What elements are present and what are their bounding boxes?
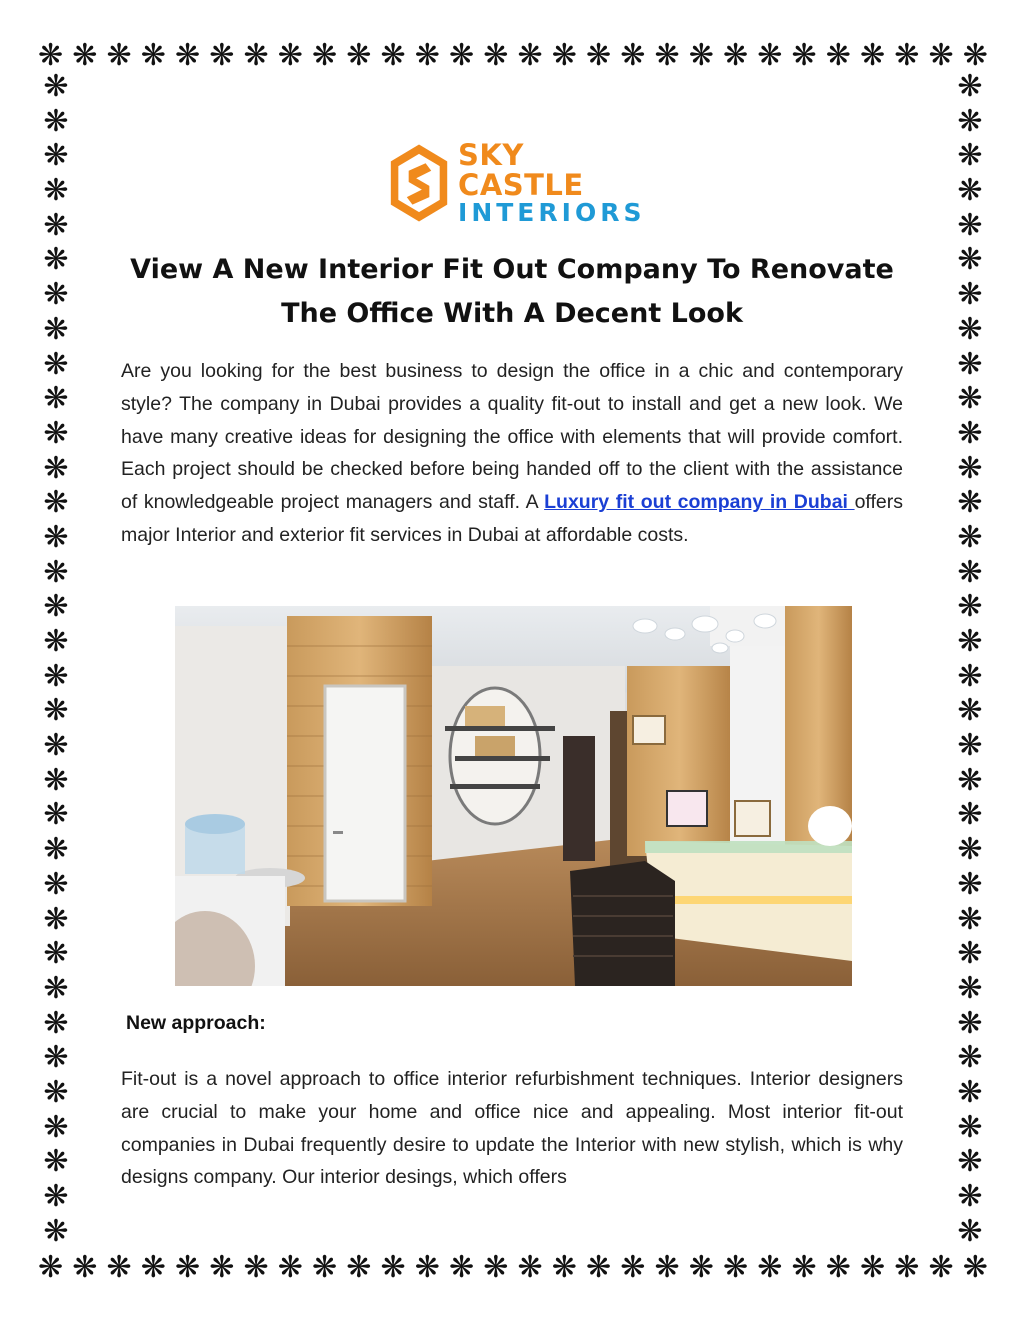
border-flower-icon: ❋ <box>72 38 98 73</box>
border-flower-icon: ❋ <box>957 1109 983 1145</box>
border-flower-icon: ❋ <box>43 1179 69 1214</box>
border-flower-icon: ❋ <box>43 1005 69 1041</box>
border-flower-icon: ❋ <box>957 1040 983 1076</box>
border-flower-icon: ❋ <box>175 1250 201 1285</box>
border-flower-icon: ❋ <box>312 1250 338 1285</box>
border-flower-icon: ❋ <box>957 1074 983 1110</box>
border-flower-icon: ❋ <box>43 1109 69 1145</box>
border-flower-icon: ❋ <box>43 1074 69 1110</box>
logo-line-interiors: INTERIORS <box>458 198 646 227</box>
border-left <box>38 69 74 1249</box>
border-flower-icon: ❋ <box>957 693 983 729</box>
border-flower-icon: ❋ <box>551 38 577 73</box>
border-flower-icon: ❋ <box>957 1179 983 1214</box>
border-flower-icon: ❋ <box>140 38 166 73</box>
border-flower-icon: ❋ <box>43 381 69 417</box>
border-flower-icon: ❋ <box>957 762 983 798</box>
border-flower-icon: ❋ <box>346 1250 372 1285</box>
border-flower-icon: ❋ <box>957 69 983 104</box>
border-flower-icon: ❋ <box>43 346 69 382</box>
border-flower-icon: ❋ <box>894 1250 920 1285</box>
border-flower-icon: ❋ <box>723 38 749 73</box>
border-flower-icon: ❋ <box>586 38 612 73</box>
border-flower-icon: ❋ <box>551 1250 577 1285</box>
border-flower-icon: ❋ <box>209 38 235 73</box>
border-flower-icon: ❋ <box>38 1250 64 1285</box>
border-flower-icon: ❋ <box>957 832 983 868</box>
border-flower-icon: ❋ <box>654 1250 680 1285</box>
border-flower-icon: ❋ <box>957 277 983 313</box>
border-flower-icon: ❋ <box>106 1250 132 1285</box>
border-flower-icon: ❋ <box>957 936 983 972</box>
border-flower-icon: ❋ <box>517 1250 543 1285</box>
border-flower-icon: ❋ <box>957 1213 983 1249</box>
border-flower-icon: ❋ <box>43 866 69 902</box>
border-flower-icon: ❋ <box>757 1250 783 1285</box>
border-flower-icon: ❋ <box>43 103 69 139</box>
border-flower-icon: ❋ <box>312 38 338 73</box>
border-flower-icon: ❋ <box>380 38 406 73</box>
border-flower-icon: ❋ <box>43 554 69 590</box>
border-flower-icon: ❋ <box>43 138 69 174</box>
border-flower-icon: ❋ <box>957 728 983 764</box>
border-flower-icon: ❋ <box>957 381 983 417</box>
border-flower-icon: ❋ <box>209 1250 235 1285</box>
border-flower-icon: ❋ <box>106 38 132 73</box>
border-flower-icon: ❋ <box>957 797 983 833</box>
border-flower-icon: ❋ <box>43 1040 69 1076</box>
border-flower-icon: ❋ <box>43 589 69 625</box>
border-flower-icon: ❋ <box>957 970 983 1006</box>
border-flower-icon: ❋ <box>957 173 983 209</box>
new-approach-heading: New approach: <box>126 1012 266 1034</box>
border-flower-icon: ❋ <box>860 1250 886 1285</box>
border-flower-icon: ❋ <box>620 38 646 73</box>
border-flower-icon: ❋ <box>894 38 920 73</box>
border-right <box>952 69 988 1249</box>
border-flower-icon: ❋ <box>43 832 69 868</box>
new-approach-paragraph: Fit-out is a novel approach to office interior refurbishment techniques. Interior designers are crucial to make your home and office nice and appealing. Most interior fit-out companies in Dubai frequently desire to update the Interior with new stylish, which is why designs company. Our interior desings, which offers <box>121 1068 903 1189</box>
border-flower-icon: ❋ <box>688 38 714 73</box>
border-flower-icon: ❋ <box>957 311 983 347</box>
border-flower-icon: ❋ <box>43 658 69 694</box>
border-flower-icon: ❋ <box>957 346 983 382</box>
border-flower-icon: ❋ <box>957 624 983 659</box>
border-flower-icon: ❋ <box>414 1250 440 1285</box>
office-reception-photo <box>175 606 852 986</box>
border-flower-icon: ❋ <box>957 589 983 625</box>
border-flower-icon: ❋ <box>962 38 988 73</box>
border-flower-icon: ❋ <box>43 901 69 937</box>
page-title: View A New Interior Fit Out Company To Renovate The Office With A Decent Look <box>130 254 894 329</box>
border-bottom <box>38 1250 988 1286</box>
border-flower-icon: ❋ <box>825 1250 851 1285</box>
border-flower-icon: ❋ <box>957 415 983 451</box>
border-flower-icon: ❋ <box>43 242 69 278</box>
border-flower-icon: ❋ <box>586 1250 612 1285</box>
intro-paragraph <box>121 355 903 552</box>
border-flower-icon: ❋ <box>43 797 69 833</box>
border-flower-icon: ❋ <box>957 450 983 486</box>
border-flower-icon: ❋ <box>825 38 851 73</box>
logo-line-sky-castle: SKY CASTLE <box>458 138 584 202</box>
border-flower-icon: ❋ <box>43 277 69 313</box>
border-flower-icon: ❋ <box>654 38 680 73</box>
border-flower-icon: ❋ <box>688 1250 714 1285</box>
border-flower-icon: ❋ <box>928 38 954 73</box>
border-flower-icon: ❋ <box>957 242 983 278</box>
border-flower-icon: ❋ <box>860 38 886 73</box>
border-flower-icon: ❋ <box>43 970 69 1006</box>
border-flower-icon: ❋ <box>43 936 69 972</box>
border-flower-icon: ❋ <box>43 624 69 659</box>
border-flower-icon: ❋ <box>243 1250 269 1285</box>
border-flower-icon: ❋ <box>957 103 983 139</box>
border-flower-icon: ❋ <box>449 38 475 73</box>
border-flower-icon: ❋ <box>140 1250 166 1285</box>
border-flower-icon: ❋ <box>43 173 69 209</box>
border-flower-icon: ❋ <box>620 1250 646 1285</box>
border-flower-icon: ❋ <box>43 693 69 729</box>
border-flower-icon: ❋ <box>43 415 69 451</box>
border-flower-icon: ❋ <box>43 311 69 347</box>
luxury-fit-out-link[interactable]: Luxury fit out company in Dubai <box>544 491 855 514</box>
border-flower-icon: ❋ <box>277 38 303 73</box>
company-logo <box>388 140 648 226</box>
border-flower-icon: ❋ <box>957 554 983 590</box>
border-flower-icon: ❋ <box>380 1250 406 1285</box>
border-flower-icon: ❋ <box>957 138 983 174</box>
border-flower-icon: ❋ <box>43 728 69 764</box>
border-flower-icon: ❋ <box>43 1144 69 1180</box>
border-flower-icon: ❋ <box>957 866 983 902</box>
border-flower-icon: ❋ <box>43 519 69 555</box>
border-flower-icon: ❋ <box>957 1005 983 1041</box>
intro-text-before-link: Are you looking for the best business to design the office in a chic and contemporary style? The company in Dubai provides a quality fit-out to install and get a new look. We have many creative ideas for designing the office with elements that will provide comfort. Each project should be checked before being handed off to the client with the assistance of knowledgeable project managers and staff. A <box>121 360 903 514</box>
border-flower-icon: ❋ <box>43 207 69 243</box>
border-flower-icon: ❋ <box>38 38 64 73</box>
border-flower-icon: ❋ <box>43 762 69 798</box>
intro-text-after-link: offers major Interior and exterior fit services in Dubai at affordable costs. <box>121 491 903 546</box>
border-flower-icon: ❋ <box>483 38 509 73</box>
border-flower-icon: ❋ <box>957 519 983 555</box>
border-top <box>38 38 988 74</box>
border-flower-icon: ❋ <box>43 450 69 486</box>
border-flower-icon: ❋ <box>957 207 983 243</box>
border-flower-icon: ❋ <box>957 901 983 937</box>
border-flower-icon: ❋ <box>346 38 372 73</box>
border-flower-icon: ❋ <box>277 1250 303 1285</box>
border-flower-icon: ❋ <box>723 1250 749 1285</box>
border-flower-icon: ❋ <box>175 38 201 73</box>
logo-emblem-icon <box>388 140 450 226</box>
border-flower-icon: ❋ <box>243 38 269 73</box>
border-flower-icon: ❋ <box>414 38 440 73</box>
border-flower-icon: ❋ <box>43 1213 69 1249</box>
border-flower-icon: ❋ <box>928 1250 954 1285</box>
border-flower-icon: ❋ <box>791 38 817 73</box>
border-flower-icon: ❋ <box>43 69 69 104</box>
border-flower-icon: ❋ <box>449 1250 475 1285</box>
border-flower-icon: ❋ <box>957 485 983 521</box>
border-flower-icon: ❋ <box>957 658 983 694</box>
border-flower-icon: ❋ <box>957 1144 983 1180</box>
border-flower-icon: ❋ <box>72 1250 98 1285</box>
border-flower-icon: ❋ <box>517 38 543 73</box>
border-flower-icon: ❋ <box>757 38 783 73</box>
border-flower-icon: ❋ <box>483 1250 509 1285</box>
border-flower-icon: ❋ <box>43 485 69 521</box>
border-flower-icon: ❋ <box>962 1250 988 1285</box>
border-flower-icon: ❋ <box>791 1250 817 1285</box>
